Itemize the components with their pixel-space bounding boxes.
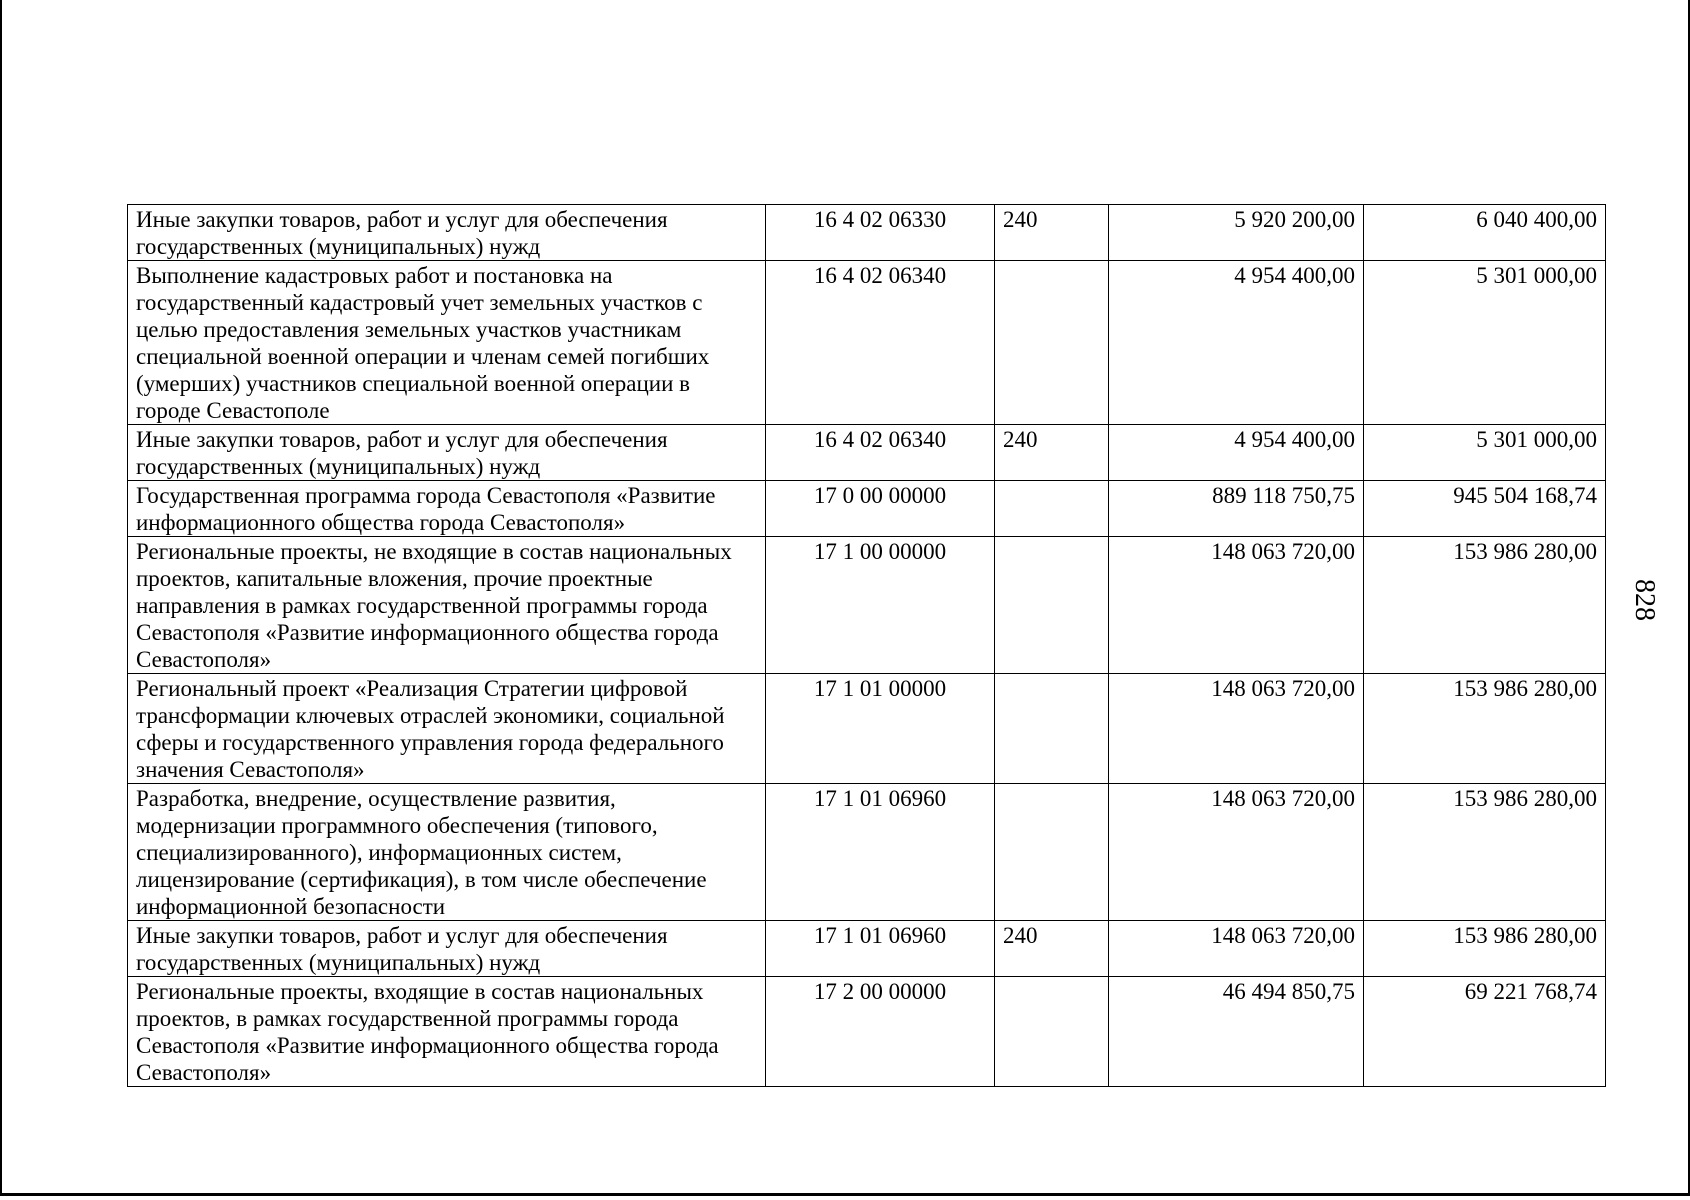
expense-type (995, 977, 1109, 1087)
expense-type: 240 (995, 921, 1109, 977)
amount-year-1: 4 954 400,00 (1109, 261, 1364, 425)
amount-year-1: 148 063 720,00 (1109, 537, 1364, 674)
target-code: 17 1 01 00000 (766, 674, 995, 784)
target-code: 16 4 02 06340 (766, 425, 995, 481)
amount-year-1: 889 118 750,75 (1109, 481, 1364, 537)
expense-type (995, 261, 1109, 425)
amount-year-1: 148 063 720,00 (1109, 784, 1364, 921)
expense-type (995, 537, 1109, 674)
target-code: 16 4 02 06330 (766, 205, 995, 261)
amount-year-2: 153 986 280,00 (1364, 537, 1606, 674)
target-code: 17 2 00 00000 (766, 977, 995, 1087)
expense-type (995, 674, 1109, 784)
target-code: 16 4 02 06340 (766, 261, 995, 425)
table-row (128, 425, 1606, 481)
expense-type: 240 (995, 205, 1109, 261)
amount-year-2: 153 986 280,00 (1364, 784, 1606, 921)
amount-year-1: 148 063 720,00 (1109, 921, 1364, 977)
row-name: Иные закупки товаров, работ и услуг для обеспечения государственных (муниципальных) нужд (128, 205, 766, 261)
budget-table (127, 204, 1606, 1087)
row-name: Региональные проекты, не входящие в состав национальных проектов, капитальные вложения, прочие проектные направления в рамках государственной программы города Севастополя «Развитие информационного общества города Севастополя» (128, 537, 766, 674)
row-name: Государственная программа города Севастополя «Развитие информационного общества города Севастополя» (128, 481, 766, 537)
table-row (128, 977, 1606, 1087)
page-number: 828 (1629, 579, 1660, 621)
table-row (128, 921, 1606, 977)
amount-year-2: 153 986 280,00 (1364, 674, 1606, 784)
target-code: 17 1 00 00000 (766, 537, 995, 674)
row-name: Разработка, внедрение, осуществление развития, модернизации программного обеспечения (типового, специализированного), информационных систем, лицензирование (сертификация), в том числе обеспечение информационной безопасности (128, 784, 766, 921)
amount-year-2: 69 221 768,74 (1364, 977, 1606, 1087)
table-row (128, 481, 1606, 537)
amount-year-2: 6 040 400,00 (1364, 205, 1606, 261)
table-row (128, 261, 1606, 425)
amount-year-1: 46 494 850,75 (1109, 977, 1364, 1087)
row-name: Выполнение кадастровых работ и постановка на государственный кадастровый учет земельных участков с целью предоставления земельных участков участникам специальной военной операции и членам семей погибших (умерших) участников специальной военной операции в городе Севастополе (128, 261, 766, 425)
row-name: Иные закупки товаров, работ и услуг для обеспечения государственных (муниципальных) нужд (128, 921, 766, 977)
amount-year-1: 5 920 200,00 (1109, 205, 1364, 261)
amount-year-1: 148 063 720,00 (1109, 674, 1364, 784)
target-code: 17 0 00 00000 (766, 481, 995, 537)
table-row (128, 205, 1606, 261)
amount-year-2: 153 986 280,00 (1364, 921, 1606, 977)
row-name: Региональные проекты, входящие в состав национальных проектов, в рамках государственной программы города Севастополя «Развитие информационного общества города Севастополя» (128, 977, 766, 1087)
amount-year-2: 945 504 168,74 (1364, 481, 1606, 537)
table-row (128, 784, 1606, 921)
expense-type (995, 481, 1109, 537)
target-code: 17 1 01 06960 (766, 784, 995, 921)
table-row (128, 537, 1606, 674)
amount-year-2: 5 301 000,00 (1364, 261, 1606, 425)
target-code: 17 1 01 06960 (766, 921, 995, 977)
row-name: Иные закупки товаров, работ и услуг для обеспечения государственных (муниципальных) нужд (128, 425, 766, 481)
amount-year-1: 4 954 400,00 (1109, 425, 1364, 481)
table-row (128, 674, 1606, 784)
row-name: Региональный проект «Реализация Стратегии цифровой трансформации ключевых отраслей экономики, социальной сферы и государственного управления города федерального значения Севастополя» (128, 674, 766, 784)
expense-type: 240 (995, 425, 1109, 481)
amount-year-2: 5 301 000,00 (1364, 425, 1606, 481)
expense-type (995, 784, 1109, 921)
